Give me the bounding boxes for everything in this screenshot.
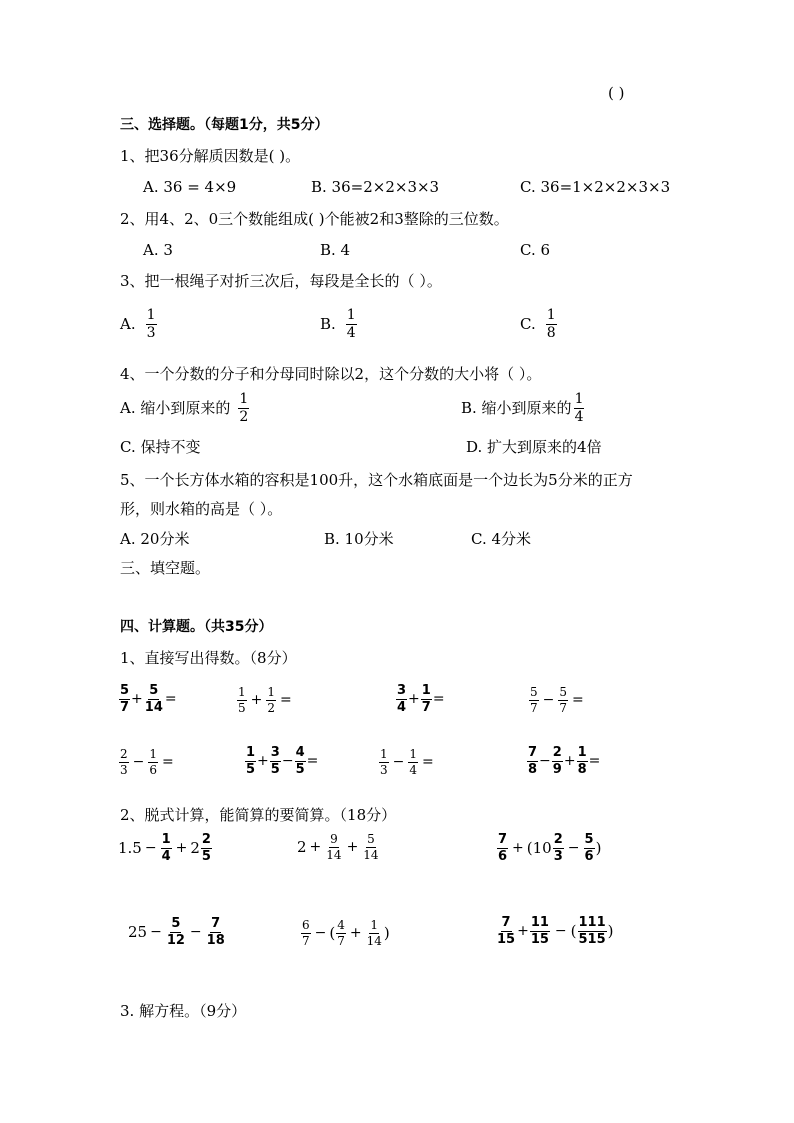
q4-stem: 4、一个分数的分子和分母同时除以2，这个分数的大小将（ ）。 [120, 365, 542, 383]
oral-expr-5: $\frac{2}{3}$ − $\frac{1}{6}$ = [120, 747, 174, 777]
fraction: $\frac{111}{515}$ [578, 915, 606, 947]
fraction: $\frac{5}{6}$ [584, 832, 594, 864]
q4-option-a-label: A. 缩小到原来的 [120, 398, 231, 417]
fraction: $\frac{7}{8}$ [528, 745, 538, 777]
q5-stem-line2: 形，则水箱的高是（ ）。 [120, 500, 283, 518]
fraction: $\frac{1}{8}$ [546, 307, 556, 341]
answer-bracket: ( ) [608, 84, 625, 102]
fraction: $\frac{11}{15}$ [530, 915, 549, 947]
q1-option-b: B. 36=2×2×3×3 [311, 178, 440, 196]
fraction: $\frac{3}{5}$ [270, 745, 280, 777]
fraction: $\frac{5}{7}$ [559, 685, 568, 715]
q3-stem: 3、把一根绳子对折三次后，每段是全长的（ ）。 [120, 272, 442, 290]
q2-option-b: B. 4 [320, 241, 351, 259]
fill-section-title: 三、填空题。 [120, 559, 211, 577]
fraction: $\frac{5}{14}$ [363, 832, 379, 862]
q4-option-d: D. 扩大到原来的4倍 [466, 438, 602, 456]
fraction: $\frac{5}{7}$ [530, 685, 538, 715]
fraction: $\frac{1}{7}$ [421, 683, 431, 715]
fraction: $\frac{5}{12}$ [166, 916, 185, 948]
part2-title: 2、脱式计算，能简算的要简算。（18分） [120, 806, 397, 824]
fraction: $\frac{5}{7}$ [120, 683, 130, 715]
fraction: $\frac{4}{7}$ [337, 918, 345, 948]
fraction: $\frac{1}{4}$ [409, 747, 418, 777]
q2-option-a: A. 3 [143, 241, 173, 259]
q1-option-a: A. 36 = 4×9 [143, 178, 237, 196]
fraction: $\frac{1}{3}$ [380, 747, 388, 777]
calc-expr-5: $\frac{6}{7}$ − ( $\frac{4}{7}$ + $\frac{1}{14}$ ) [302, 918, 390, 948]
oral-expr-7: $\frac{1}{3}$ − $\frac{1}{4}$ = [380, 747, 434, 777]
fraction: $\frac{7}{18}$ [206, 916, 225, 948]
fraction: $\frac{9}{14}$ [326, 832, 342, 862]
section-title-choice: 三、选择题。（每题1分，共5分） [120, 117, 329, 133]
q3-option-a [120, 308, 158, 340]
q3-option-b [320, 308, 358, 340]
calc-expr-2: 2 + $\frac{9}{14}$ + $\frac{5}{14}$ [297, 832, 379, 862]
fraction: $\frac{1}{4}$ [574, 391, 584, 425]
q3-option-b-label: B. [320, 314, 336, 333]
fraction: $\frac{1}{5}$ [238, 685, 246, 715]
fraction: $\frac{4}{5}$ [295, 745, 305, 777]
fraction: $\frac{5}{14}$ [144, 683, 163, 715]
fraction: $\frac{2}{3}$ [120, 747, 128, 777]
fraction: $\frac{1}{8}$ [577, 745, 587, 777]
fraction: $\frac{2}{3}$ [553, 832, 563, 864]
calc-expr-6: $\frac{7}{15}$ + $\frac{11}{15}$ − ( $\frac{111}{515}$ ) [497, 915, 614, 947]
part1-title: 1、直接写出得数。（8分） [120, 649, 297, 667]
q4-option-b [461, 392, 585, 424]
q3-option-a-label: A. [120, 314, 136, 333]
fraction: $\frac{1}{3}$ [146, 307, 156, 341]
q5-option-b: B. 10分米 [324, 530, 394, 548]
oral-expr-1: $\frac{5}{7}$ + $\frac{5}{14}$ = [120, 683, 177, 715]
fraction: $\frac{1}{2}$ [267, 685, 276, 715]
section-title-calc: 四、计算题。（共35分） [120, 619, 273, 635]
q3-option-c-label: C. [520, 314, 536, 333]
fraction: $\frac{1}{6}$ [149, 747, 158, 777]
q4-option-a [120, 392, 250, 424]
q1-option-c: C. 36=1×2×2×3×3 [520, 178, 671, 196]
q2-stem: 2、用4、2、0三个数能组成( )个能被2和3整除的三位数。 [120, 210, 509, 228]
oral-expr-3: $\frac{3}{4}$ + $\frac{1}{7}$ = [397, 683, 445, 715]
q5-stem-line1: 5、一个长方体水箱的容积是100升，这个水箱底面是一个边长为5分米的正方 [120, 471, 633, 489]
calc-expr-4: 25 − $\frac{5}{12}$ − $\frac{7}{18}$ [128, 916, 225, 948]
q1-stem: 1、把36分解质因数是( )。 [120, 147, 301, 165]
fraction: $\frac{2}{9}$ [552, 745, 562, 777]
fraction: $\frac{1}{5}$ [246, 745, 256, 777]
fraction: $\frac{1}{2}$ [239, 391, 249, 425]
fraction: $\frac{1}{4}$ [346, 307, 356, 341]
fraction: $\frac{1}{14}$ [366, 918, 382, 948]
calc-expr-3: $\frac{7}{6}$ + ( 10 $\frac{2}{3}$ − $\frac{5}{6}$ ) [498, 832, 602, 864]
q3-option-c [520, 308, 558, 340]
q5-option-a: A. 20分米 [120, 530, 190, 548]
fraction: $\frac{3}{4}$ [397, 683, 407, 715]
fraction: $\frac{7}{6}$ [498, 832, 508, 864]
q4-option-c: C. 保持不变 [120, 438, 201, 456]
q4-option-b-label: B. 缩小到原来的 [461, 398, 572, 417]
oral-expr-8: $\frac{7}{8}$ − $\frac{2}{9}$ + $\frac{1}{8}$ = [528, 745, 601, 777]
fraction: $\frac{2}{5}$ [201, 832, 211, 864]
q5-option-c: C. 4分米 [471, 530, 532, 548]
fraction: $\frac{6}{7}$ [302, 918, 310, 948]
oral-expr-6: $\frac{1}{5}$ + $\frac{3}{5}$ − $\frac{4}{5}$ = [246, 745, 319, 777]
fraction: $\frac{1}{4}$ [161, 832, 171, 864]
calc-expr-1: 1.5 − $\frac{1}{4}$ + 2 $\frac{2}{5}$ [118, 832, 211, 864]
part3-title: 3. 解方程。（9分） [120, 1002, 247, 1020]
q2-option-c: C. 6 [520, 241, 551, 259]
oral-expr-2: $\frac{1}{5}$ + $\frac{1}{2}$ = [238, 685, 292, 715]
fraction: $\frac{7}{15}$ [497, 915, 516, 947]
oral-expr-4: $\frac{5}{7}$ − $\frac{5}{7}$ = [530, 685, 584, 715]
